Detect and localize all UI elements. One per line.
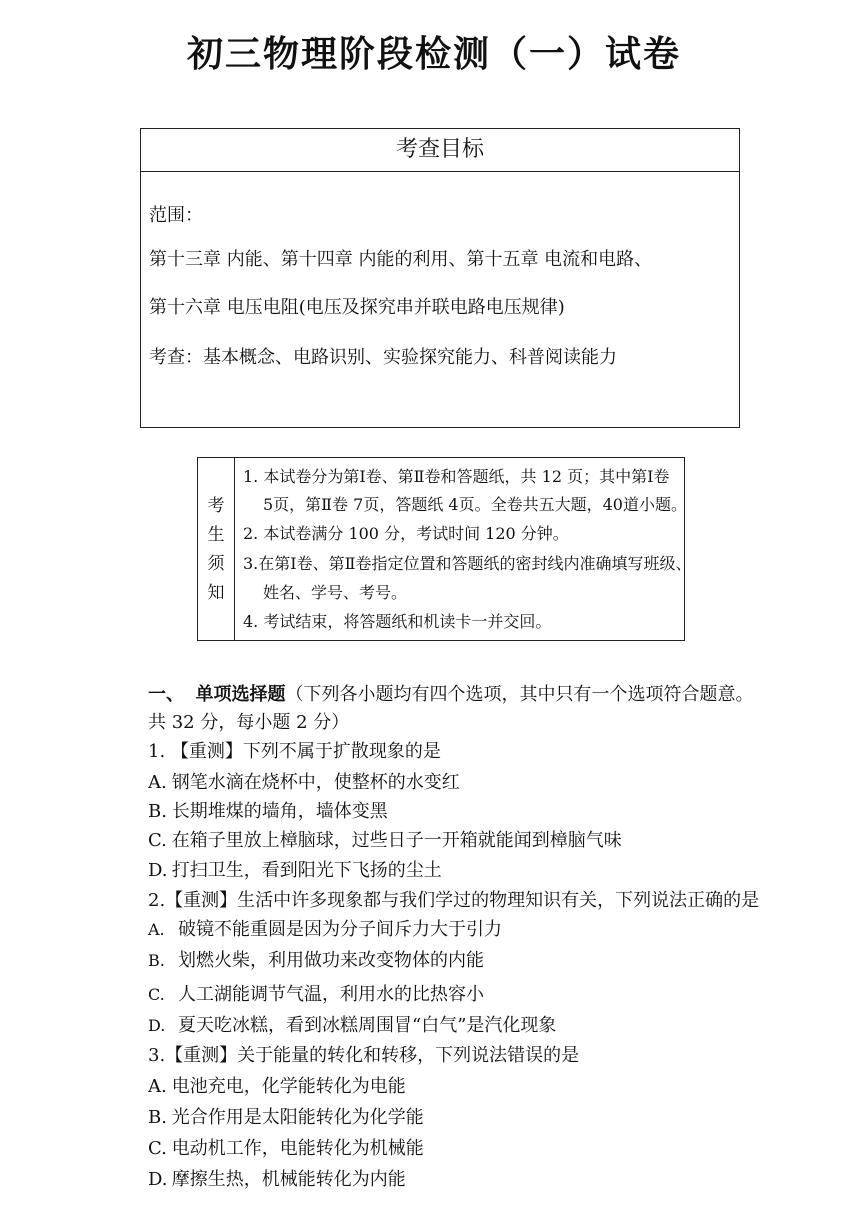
option-letter: B. <box>148 801 167 822</box>
question-stem: 2.【重测】生活中许多现象都与我们学过的物理知识有关，下列说法正确的是 <box>148 890 760 911</box>
question-stem: 3.【重测】关于能量的转化和转移，下列说法错误的是 <box>148 1045 580 1066</box>
notice-line: 1. 本试卷分为第Ⅰ卷、第Ⅱ卷和答题纸，共 12 页；其中第Ⅰ卷 <box>243 467 670 486</box>
answer-option <box>148 1011 556 1037</box>
option-text: 划燃火柴，利用做功来改变物体的内能 <box>178 950 484 971</box>
option-text: 摩擦生热，机械能转化为内能 <box>171 1169 406 1190</box>
option-letter: D. <box>148 1016 166 1035</box>
candidate-notice-box <box>197 457 692 641</box>
answer-option <box>148 1165 406 1191</box>
option-text: 打扫卫生，看到阳光下飞扬的尘土 <box>171 860 442 881</box>
option-letter: A. <box>148 1076 167 1097</box>
option-letter: C. <box>148 1138 167 1159</box>
answer-option <box>148 768 460 794</box>
option-text: 电动机工作，电能转化为机械能 <box>171 1138 424 1159</box>
option-text: 破镜不能重圆是因为分子间斥力大于引力 <box>178 919 502 940</box>
option-letter: D. <box>148 860 168 881</box>
section-description-cont: 共 32 分，每小题 2 分） <box>148 712 350 733</box>
answer-option <box>148 915 502 941</box>
option-letter: C. <box>148 830 167 851</box>
option-letter: B. <box>148 951 165 970</box>
answer-option <box>148 856 442 882</box>
option-text: 光合作用是太阳能转化为化学能 <box>171 1107 424 1128</box>
section-heading <box>148 680 753 706</box>
option-text: 长期堆煤的墙角，墙体变黑 <box>171 801 388 822</box>
answer-option <box>148 1072 406 1098</box>
notice-line: 2. 本试卷满分 100 分，考试时间 120 分钟。 <box>243 524 569 543</box>
option-letter: C. <box>148 985 165 1004</box>
answer-option <box>148 826 622 852</box>
notice-label-char: 须 <box>207 553 225 574</box>
notice-label <box>198 458 235 640</box>
option-text: 钢笔水滴在烧杯中，使整杯的水变红 <box>171 772 460 793</box>
section-description: （下列各小题均有四个选项，其中只有一个选项符合题意。 <box>285 684 754 705</box>
notice-label-char: 生 <box>207 524 225 545</box>
objectives-scope-label: 范围： <box>149 205 203 226</box>
option-text: 夏天吃冰糕，看到冰糕周围冒“白气”是汽化现象 <box>178 1015 557 1036</box>
notice-label-char: 考 <box>207 495 225 516</box>
answer-option <box>148 1134 424 1160</box>
objectives-assessment: 考查：基本概念、电路识别、实验探究能力、科普阅读能力 <box>149 347 617 368</box>
option-text: 人工湖能调节气温，利用水的比热容小 <box>178 984 484 1005</box>
section-name: 单项选择题 <box>195 684 286 705</box>
objectives-scope-line-1: 第十三章 内能、第十四章 内能的利用、第十五章 电流和电路、 <box>149 249 653 270</box>
answer-option <box>148 980 484 1006</box>
notice-label-char: 知 <box>207 582 225 603</box>
option-text: 电池充电，化学能转化为电能 <box>171 1076 406 1097</box>
answer-option <box>148 946 484 972</box>
notice-line: 4. 考试结束，将答题纸和机读卡一并交回。 <box>243 612 552 631</box>
option-letter: B. <box>148 1107 167 1128</box>
notice-body <box>235 458 692 640</box>
option-letter: A. <box>148 920 165 939</box>
notice-line: 姓名、学号、考号。 <box>263 583 408 602</box>
objectives-scope-line-2: 第十六章 电压电阻(电压及探究串并联电路电压规律) <box>149 297 565 318</box>
answer-option <box>148 797 388 823</box>
answer-option <box>148 1103 424 1129</box>
question-stem: 1. 【重测】下列不属于扩散现象的是 <box>148 741 441 762</box>
notice-line: 3.在第Ⅰ卷、第Ⅱ卷指定位置和答题纸的密封线内准确填写班级、 <box>243 554 692 573</box>
exam-objectives-box <box>140 128 740 428</box>
option-letter: D. <box>148 1169 168 1190</box>
notice-line: 5页，第Ⅱ卷 7页，答题纸 4页。全卷共五大题，40道小题。 <box>263 495 687 514</box>
exam-title: 初三物理阶段检测（一）试卷 <box>186 34 681 75</box>
option-text: 在箱子里放上樟脑球，过些日子一开箱就能闻到樟脑气味 <box>171 830 622 851</box>
objectives-header: 考查目标 <box>141 129 739 172</box>
option-letter: A. <box>148 772 167 793</box>
section-number: 一、 <box>148 684 184 705</box>
